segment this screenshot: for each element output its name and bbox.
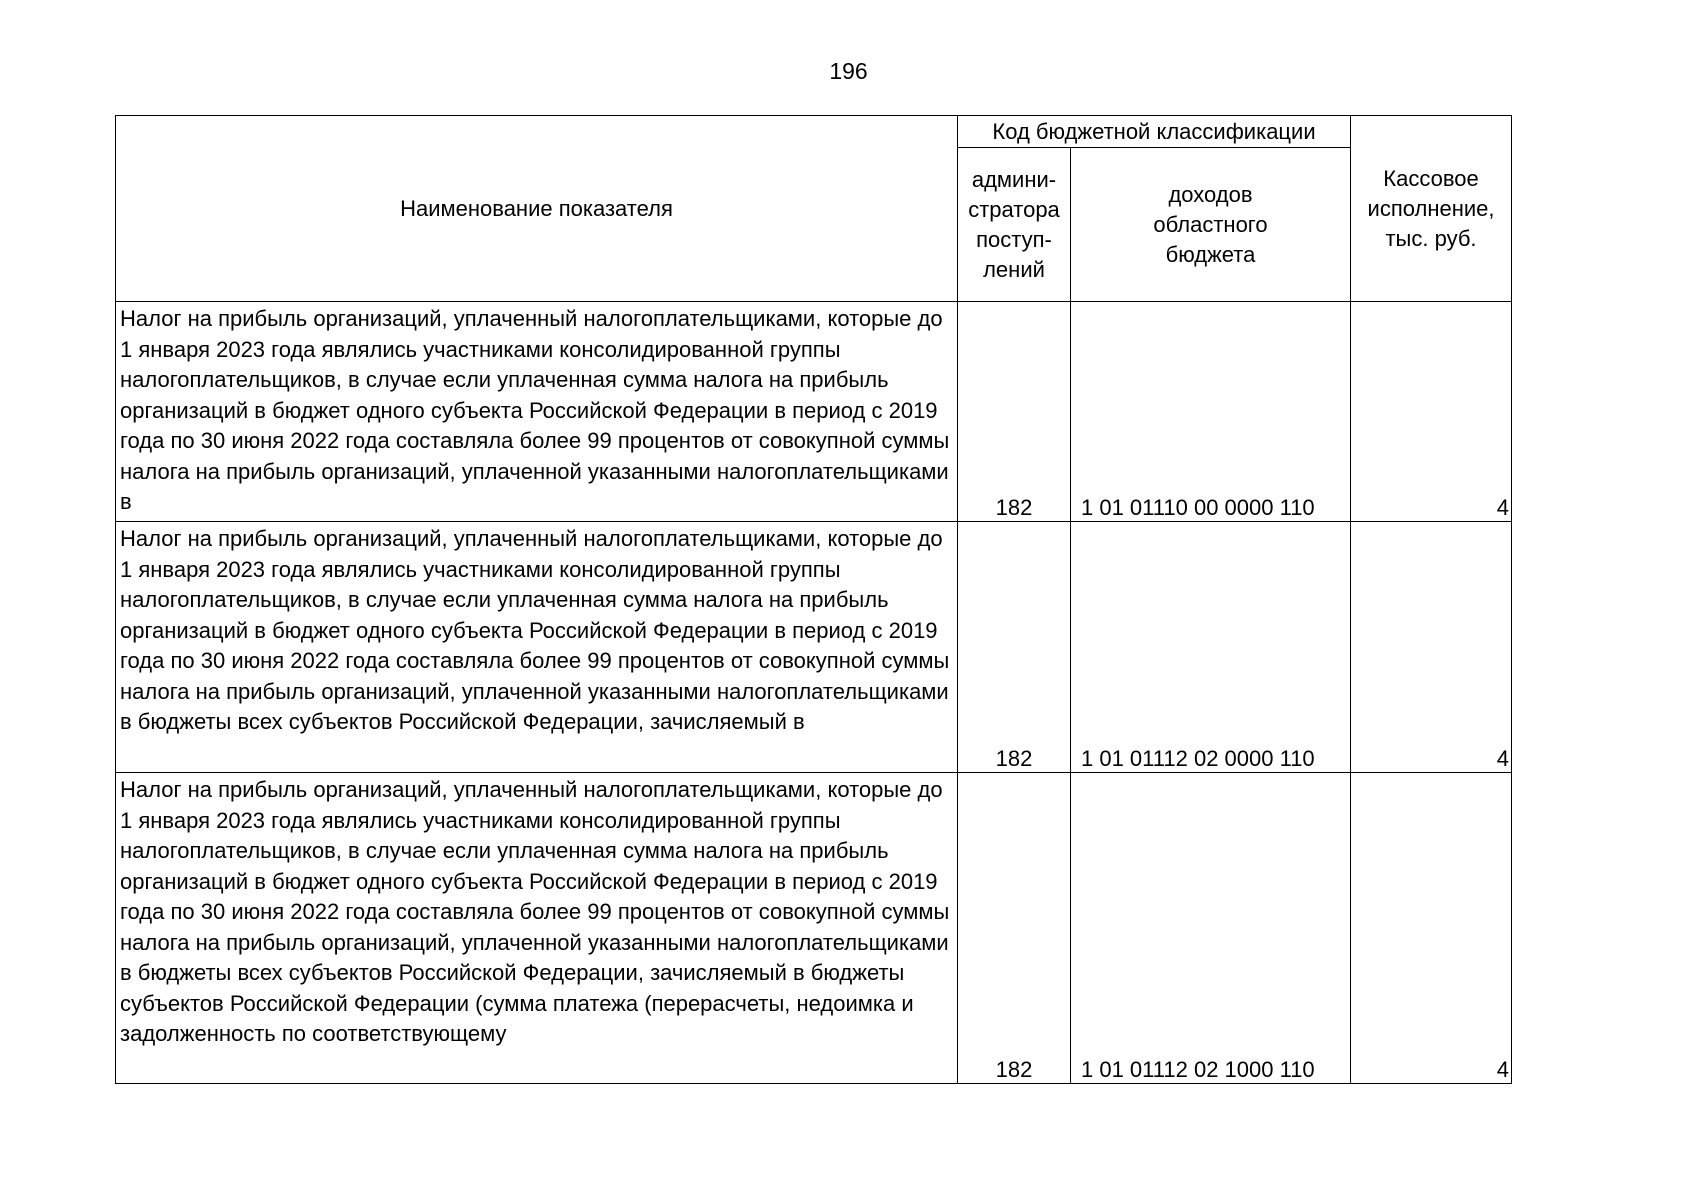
row-name-cell [116, 773, 958, 1084]
row-income-code-cell: 1 01 01110 00 0000 110 [1071, 302, 1351, 522]
row-income-code-cell: 1 01 01112 02 1000 110 [1071, 773, 1351, 1084]
table-row [116, 302, 1512, 522]
table-row [116, 773, 1512, 1084]
row-administrator-cell: 182 [958, 773, 1071, 1084]
row-amount-cell: 4 [1351, 302, 1512, 522]
row-income-code-cell: 1 01 01112 02 0000 110 [1071, 522, 1351, 773]
row-amount-cell: 4 [1351, 773, 1512, 1084]
row-name-text: Налог на прибыль организаций, уплаченный налогоплательщиками, которые до 1 января 2023 года являлись участниками консолидированной группы налогоплательщиков, в случае если уплаченная сумма налога на прибыль организаций в бюджет одного субъекта Российской Федерации в период с 2019 года по 30 июня 2022 года составляла более 99 процентов от совокупной суммы налога на прибыль организаций, уплаченной указанными налогоплательщиками в бюджеты всех субъектов Российской Федерации, зачисляемый в бюджеты субъектов Российской Федерации (сумма платежа (перерасчеты, недоимка и задолженность по соответствующему [120, 777, 950, 1046]
page-number: 196 [829, 58, 868, 84]
budget-table [115, 115, 1512, 1084]
row-name-cell [116, 302, 958, 522]
row-administrator-cell: 182 [958, 522, 1071, 773]
header-income: доходов областного бюджета [1071, 148, 1351, 302]
header-administrator: админи- стратора поступ- лений [958, 148, 1071, 302]
header-name: Наименование показателя [116, 116, 958, 302]
row-name-text: Налог на прибыль организаций, уплаченный налогоплательщиками, которые до 1 января 2023 года являлись участниками консолидированной группы налогоплательщиков, в случае если уплаченная сумма налога на прибыль организаций в бюджет одного субъекта Российской Федерации в период с 2019 года по 30 июня 2022 года составляла более 99 процентов от совокупной суммы налога на прибыль организаций, уплаченной указанными налогоплательщиками в [120, 306, 950, 514]
header-classification-group: Код бюджетной классификации [958, 116, 1351, 148]
header-amount: Кассовое исполнение, тыс. руб. [1351, 116, 1512, 302]
row-amount-cell: 4 [1351, 522, 1512, 773]
row-name-cell [116, 522, 958, 773]
table-row [116, 522, 1512, 773]
row-name-text: Налог на прибыль организаций, уплаченный налогоплательщиками, которые до 1 января 2023 года являлись участниками консолидированной группы налогоплательщиков, в случае если уплаченная сумма налога на прибыль организаций в бюджет одного субъекта Российской Федерации в период с 2019 года по 30 июня 2022 года составляла более 99 процентов от совокупной суммы налога на прибыль организаций, уплаченной указанными налогоплательщиками в бюджеты всех субъектов Российской Федерации, зачисляемый в [120, 526, 950, 734]
row-administrator-cell: 182 [958, 302, 1071, 522]
